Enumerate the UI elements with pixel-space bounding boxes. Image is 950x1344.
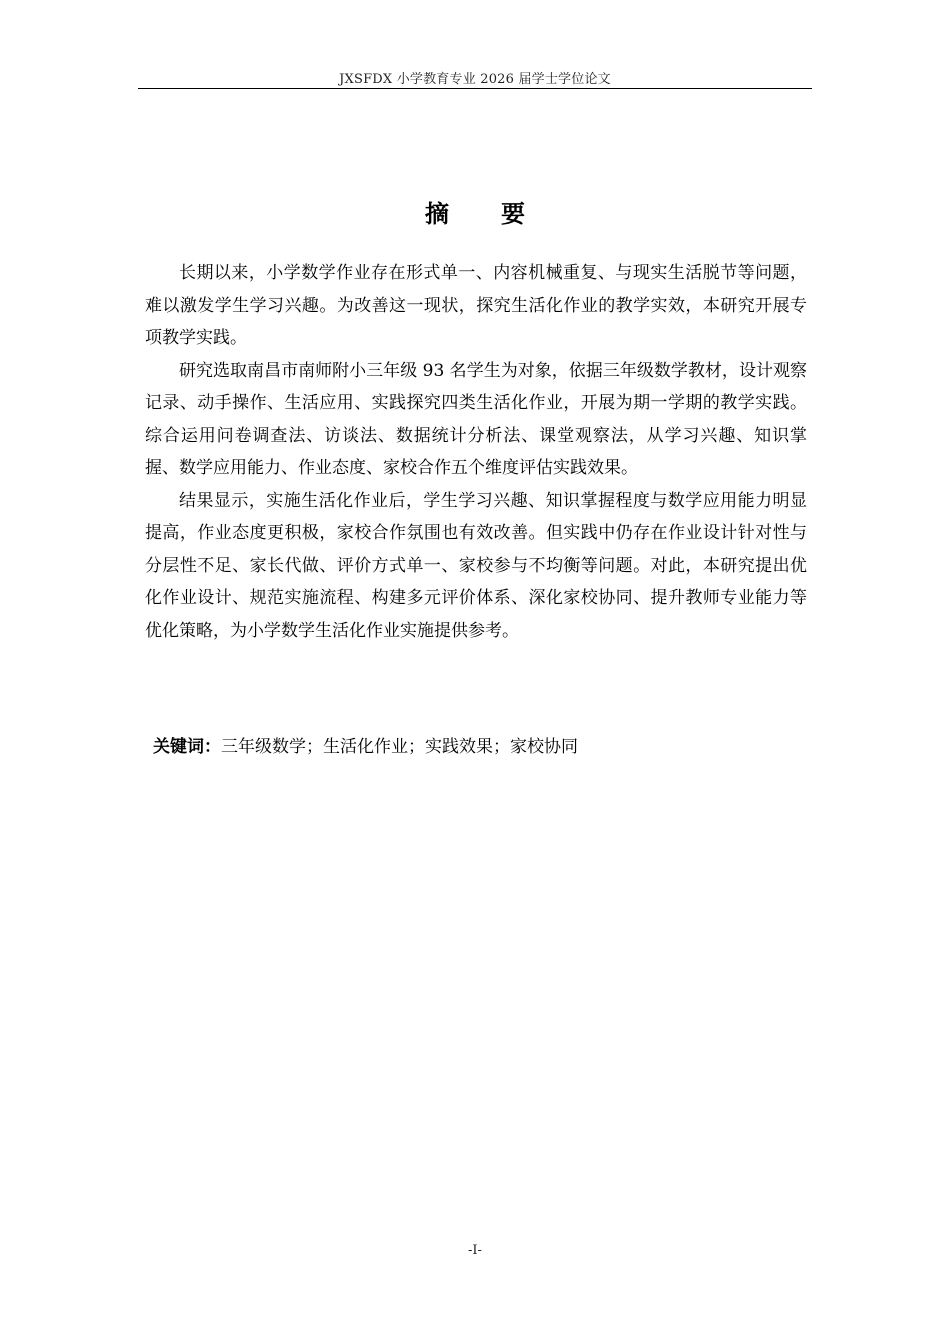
keywords-value: 三年级数学；生活化作业；实践效果；家校协同 — [221, 737, 578, 757]
abstract-paragraph-1: 长期以来，小学数学作业存在形式单一、内容机械重复、与现实生活脱节等问题，难以激发学生学习兴趣。为改善这一现状，探究生活化作业的教学实效，本研究开展专项教学实践。 — [145, 263, 807, 348]
keywords-line — [153, 733, 807, 761]
abstract-paragraph-3: 结果显示，实施生活化作业后，学生学习兴趣、知识掌握程度与数学应用能力明显提高，作业态度更积极，家校合作氛围也有效改善。但实践中仍存在作业设计针对性与分层性不足、家长代做、评价方式单一、家校参与不均衡等问题。对此，本研究提出优化作业设计、规范实施流程、构建多元评价体系、深化家校协同、提升教师专业能力等优化策略，为小学数学生活化作业实施提供参考。 — [145, 490, 807, 641]
keywords-label: 关键词： — [153, 737, 221, 757]
running-header: JXSFDX 小学教育专业 2026 届学士学位论文 — [339, 72, 611, 87]
abstract-title: 摘 要 — [425, 200, 539, 228]
abstract-paragraph-2: 研究选取南昌市南师附小三年级 93 名学生为对象，依据三年级数学教材，设计观察记录、动手操作、生活应用、实践探究四类生活化作业，开展为期一学期的教学实践。综合运用问卷调查法、访谈法、数据统计分析法、课堂观察法，从学习兴趣、知识掌握、数学应用能力、作业态度、家校合作五个维度评估实践效果。 — [145, 360, 807, 478]
page-number: -I- — [468, 1243, 482, 1258]
header-rule — [138, 88, 812, 89]
abstract-body — [145, 257, 807, 647]
